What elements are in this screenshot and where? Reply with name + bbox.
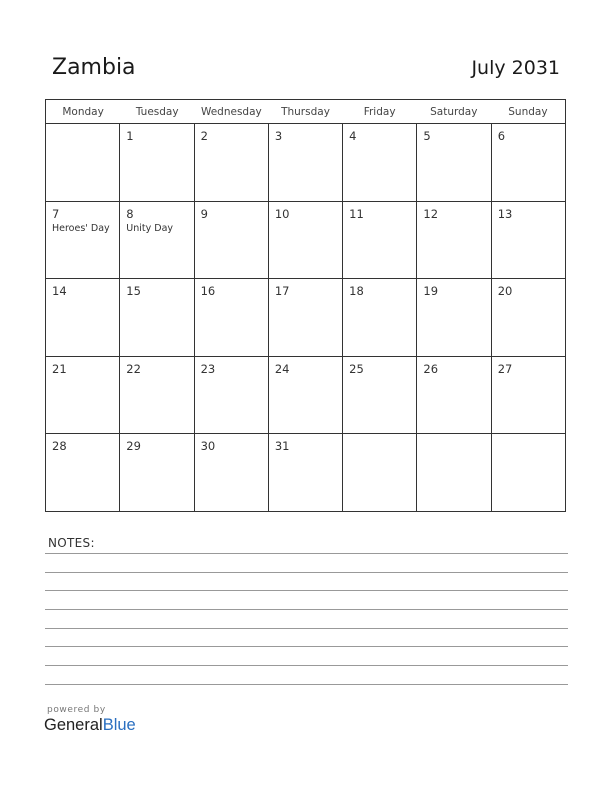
- day-cell: [195, 357, 269, 434]
- day-number: 12: [423, 206, 439, 221]
- day-cell: [343, 434, 417, 512]
- day-cell: [492, 124, 565, 201]
- weekday-header: [46, 100, 565, 124]
- day-cell: [195, 124, 269, 201]
- day-number: 8: [126, 206, 134, 221]
- day-cell: [417, 357, 491, 434]
- day-cell: [46, 124, 120, 201]
- notes-line: [45, 590, 568, 591]
- day-number: 19: [423, 284, 439, 299]
- day-cell: [195, 202, 269, 279]
- day-number: 10: [274, 206, 290, 221]
- day-cell: [269, 357, 343, 434]
- notes-line: [45, 609, 568, 610]
- day-cell: [492, 279, 565, 356]
- day-number: 16: [200, 284, 216, 299]
- day-number: 11: [349, 206, 364, 221]
- day-cell: [46, 279, 120, 356]
- brand-blue: Blue: [102, 716, 136, 734]
- week-row: [46, 202, 565, 280]
- day-cell: [343, 279, 417, 356]
- day-number: 26: [423, 361, 439, 376]
- day-number: 24: [274, 361, 290, 376]
- week-row: [46, 124, 565, 202]
- weekday-wednesday: Wednesday: [200, 106, 262, 118]
- day-number: 3: [274, 129, 283, 143]
- month-title: July 2031: [471, 57, 560, 79]
- notes-line: [45, 553, 568, 554]
- weeks-container: [46, 124, 565, 512]
- day-number: 31: [274, 439, 290, 454]
- notes-line: [45, 628, 568, 629]
- day-cell: [417, 124, 491, 201]
- day-cell: [195, 279, 269, 356]
- day-cell: [120, 202, 194, 279]
- day-number: 20: [497, 284, 513, 299]
- day-number: 7: [52, 206, 60, 221]
- day-cell: [417, 202, 491, 279]
- week-row: [46, 357, 565, 435]
- weekday-tuesday: Tuesday: [135, 106, 179, 118]
- day-number: 25: [349, 361, 364, 376]
- day-cell: [492, 357, 565, 434]
- day-number: 18: [349, 284, 364, 299]
- country-title: Zambia: [52, 55, 136, 80]
- holiday-label: Unity Day: [126, 222, 174, 234]
- day-number: 23: [200, 361, 216, 376]
- day-number: 6: [497, 129, 506, 143]
- day-number: 28: [52, 439, 67, 454]
- day-cell: [120, 434, 194, 512]
- day-cell: [417, 279, 491, 356]
- notes-line: [45, 665, 568, 666]
- day-cell: [46, 434, 120, 512]
- day-cell: [120, 124, 194, 201]
- powered-by-text: powered by: [47, 705, 106, 715]
- holiday-label: Heroes' Day: [52, 222, 110, 234]
- brand-general: General: [44, 716, 103, 734]
- week-row: [46, 279, 565, 357]
- notes-label: NOTES:: [48, 536, 95, 550]
- day-number: 30: [200, 439, 216, 454]
- notes-line: [45, 646, 568, 647]
- day-number: 2: [200, 129, 208, 143]
- calendar-grid: [45, 99, 566, 512]
- day-number: 5: [423, 129, 431, 143]
- weekday-friday: Friday: [363, 106, 396, 118]
- weekday-saturday: Saturday: [430, 106, 478, 118]
- day-number: 13: [497, 206, 513, 221]
- day-number: 9: [200, 206, 208, 221]
- week-row: [46, 434, 565, 512]
- notes-line: [45, 572, 568, 573]
- generalblue-logo[interactable]: [44, 716, 136, 735]
- day-cell: [195, 434, 269, 512]
- day-number: 29: [126, 439, 141, 454]
- day-number: 21: [52, 361, 67, 376]
- notes-line: [45, 684, 568, 685]
- day-cell: [269, 279, 343, 356]
- day-cell: [343, 202, 417, 279]
- day-cell: [46, 357, 120, 434]
- weekday-thursday: Thursday: [281, 106, 330, 118]
- day-cell: [269, 202, 343, 279]
- day-cell: [269, 124, 343, 201]
- day-number: 14: [52, 284, 67, 299]
- day-cell: [417, 434, 491, 512]
- day-number: 1: [126, 129, 134, 143]
- day-cell: [492, 434, 565, 512]
- weekday-monday: Monday: [62, 106, 104, 118]
- day-cell: [120, 279, 194, 356]
- day-cell: [269, 434, 343, 512]
- day-number: 4: [349, 129, 357, 143]
- day-number: 27: [497, 361, 513, 376]
- day-number: 17: [274, 284, 290, 299]
- weekday-sunday: Sunday: [508, 106, 548, 118]
- day-cell: [343, 357, 417, 434]
- day-cell: [120, 357, 194, 434]
- day-cell: [343, 124, 417, 201]
- day-number: 22: [126, 361, 141, 376]
- day-cell: [46, 202, 120, 279]
- day-number: 15: [126, 284, 141, 299]
- day-cell: [492, 202, 565, 279]
